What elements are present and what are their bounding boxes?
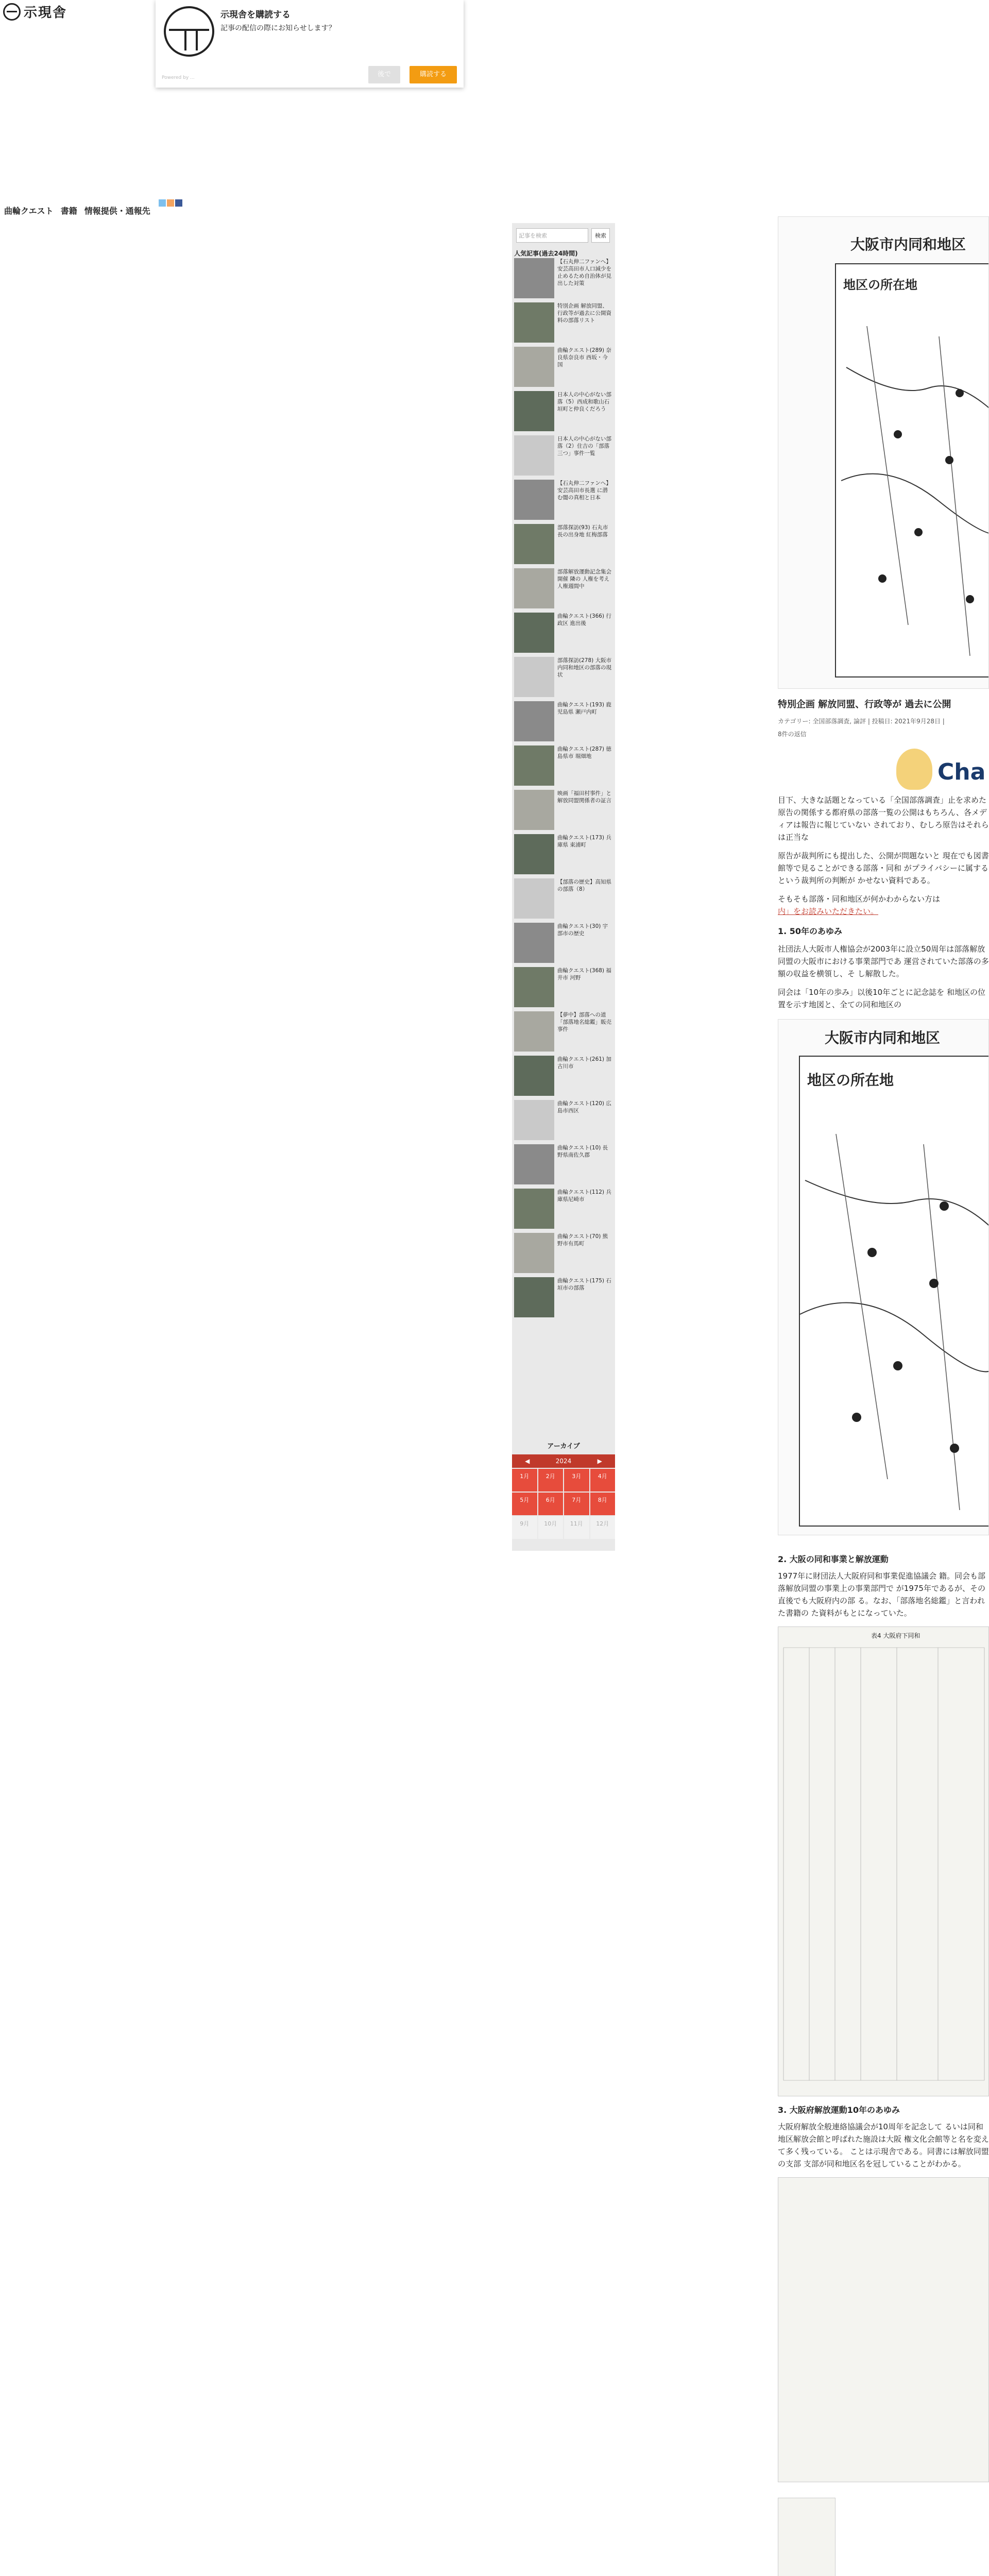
- map-title: 大阪市内同和地区: [850, 236, 966, 253]
- ranking-item[interactable]: [514, 613, 613, 653]
- map-drawing: [836, 264, 989, 676]
- calendar-month: 9月: [512, 1516, 537, 1539]
- ranking-list: [514, 258, 613, 1321]
- calendar-prev-button[interactable]: ◀: [525, 1458, 530, 1465]
- prompt-subtitle: 記事の配信の際にお知らせします？: [220, 24, 336, 32]
- map-subtitle: 地区の所在地: [843, 277, 917, 292]
- district-map-image: [778, 216, 989, 689]
- ranking-item-title[interactable]: 曲輪クエスト(289) 奈良県奈良市 西坂・今国: [557, 347, 611, 368]
- ranking-item[interactable]: [514, 1277, 613, 1317]
- nav-item-report[interactable]: 情報提供・通報先: [84, 206, 150, 216]
- ranking-item-title[interactable]: 日本人の中心がない部落（2）住吉の「部落三つ」事件一覧: [557, 436, 611, 456]
- site-logo[interactable]: [3, 2, 67, 21]
- document-page-image: [778, 2498, 835, 2576]
- ranking-item-title[interactable]: 曲輪クエスト(112) 兵庫県尼崎市: [557, 1189, 611, 1202]
- nav-item-quest[interactable]: 曲輪クエスト: [4, 206, 54, 216]
- ranking-thumbnail[interactable]: [514, 1189, 554, 1229]
- ranking-item[interactable]: [514, 568, 613, 608]
- calendar-month[interactable]: 5月: [512, 1493, 537, 1515]
- calendar-month[interactable]: 4月: [590, 1469, 616, 1492]
- sidebar: [512, 223, 615, 1551]
- ranking-item-title[interactable]: 曲輪クエスト(287) 徳島県市 堀畑地: [557, 746, 611, 759]
- table-caption: 表4 大阪府下同和: [871, 1632, 920, 1639]
- archive-heading: アーカイブ: [547, 1443, 580, 1450]
- ranking-item[interactable]: [514, 834, 613, 874]
- ranking-thumbnail[interactable]: [514, 347, 554, 387]
- ranking-item[interactable]: [514, 701, 613, 741]
- section-heading-3: 3. 大阪府解放運動10年のあゆみ: [778, 2105, 900, 2115]
- ranking-item[interactable]: [514, 745, 613, 786]
- article-meta: カテゴリー: 全国部落調査, 論評 | 投稿日: 2021年9月28日 |: [778, 718, 945, 725]
- intro-paragraph-3: そもそも部落・同和地区が何かわからない方は: [778, 894, 941, 904]
- social-links: [159, 199, 182, 207]
- ranking-item-title[interactable]: 【部落の歴史】高知県の部落（8）: [557, 879, 611, 892]
- ranking-item[interactable]: [514, 435, 613, 476]
- ranking-item[interactable]: [514, 923, 613, 963]
- ranking-item-title[interactable]: 部落探訪(93) 石丸市長の出身地 紅梅部落: [557, 524, 608, 538]
- ranking-thumbnail[interactable]: [514, 524, 554, 564]
- ranking-item-title[interactable]: 特別企画 解放同盟、行政等が過去に公開資料の部落リスト: [557, 303, 611, 324]
- district-table-image: [778, 1626, 989, 2096]
- later-button[interactable]: 後で: [368, 66, 400, 83]
- prompt-credit: Powered by ...: [162, 75, 195, 80]
- ranking-item[interactable]: [514, 1100, 613, 1140]
- ranking-item-title[interactable]: 【石丸伸二ファンへ】安芸高田市長選 に潜む闇の真相と日本: [557, 480, 611, 501]
- ranking-item-title[interactable]: 曲輪クエスト(70) 熊野市有馬町: [557, 1233, 608, 1247]
- calendar-month[interactable]: 6月: [538, 1493, 564, 1515]
- calendar-month[interactable]: 3月: [564, 1469, 589, 1492]
- ranking-thumbnail[interactable]: [514, 302, 554, 343]
- map-subtitle-2: 地区の所在地: [807, 1072, 894, 1089]
- calendar-month[interactable]: 1月: [512, 1469, 537, 1492]
- section-heading-2: 2. 大阪の同和事業と解放運動: [778, 1554, 889, 1564]
- ranking-thumbnail[interactable]: [514, 878, 554, 919]
- ranking-item[interactable]: [514, 1189, 613, 1229]
- ranking-thumbnail[interactable]: [514, 657, 554, 697]
- ranking-item[interactable]: [514, 1144, 613, 1184]
- calendar-month: 11月: [564, 1516, 589, 1539]
- intro-paragraph-2: 原告が裁判所にも提出した、公開が問題ないと 現在でも図書館等で見ることができる部落・同和 がプライバシーに属するという裁判所の判断が かせない資料である。: [778, 851, 989, 885]
- ranking-thumbnail[interactable]: [514, 1056, 554, 1096]
- ranking-thumbnail[interactable]: [514, 967, 554, 1007]
- search-button[interactable]: 検索: [591, 228, 610, 243]
- rss-icon[interactable]: [167, 199, 174, 207]
- ranking-thumbnail[interactable]: [514, 701, 554, 741]
- calendar-next-button[interactable]: ▶: [597, 1458, 602, 1465]
- calendar-month[interactable]: 2月: [538, 1469, 564, 1492]
- ranking-item-title[interactable]: 曲輪クエスト(261) 加古川市: [557, 1056, 611, 1070]
- ranking-thumbnail[interactable]: [514, 1011, 554, 1052]
- ranking-item[interactable]: [514, 302, 613, 343]
- mascot-banner: [778, 738, 989, 794]
- ranking-item-title[interactable]: 部落探訪(278) 大阪市 内同和地区の部落の現状: [557, 657, 612, 678]
- calendar-year: 2024: [555, 1458, 572, 1465]
- ranking-thumbnail[interactable]: [514, 568, 554, 608]
- calendar-month[interactable]: 7月: [564, 1493, 589, 1515]
- ranking-thumbnail[interactable]: [514, 435, 554, 476]
- section1-paragraph-1: 社団法人大阪市人権協会が2003年に設立50周年は部落解放同盟の大阪市における事業部門であ 運営されていた部落の多額の収益を横領し、そ し解散した。: [778, 944, 989, 978]
- ranking-item-title[interactable]: 曲輪クエスト(10) 長野県南佐久郡: [557, 1145, 608, 1158]
- ranking-item-title[interactable]: 曲輪クエスト(175) 石垣市の部落: [557, 1278, 611, 1291]
- calendar-month: 12月: [590, 1516, 616, 1539]
- main-nav: [4, 205, 150, 216]
- ranking-item-title[interactable]: 曲輪クエスト(173) 兵庫県 東浦町: [557, 835, 611, 848]
- site-emblem-icon: [164, 6, 214, 57]
- ranking-heading: 人気記事(過去24時間): [514, 250, 578, 257]
- ranking-item[interactable]: [514, 1233, 613, 1273]
- intro-paragraph-1: 目下、大きな話題となっている「全国部落調査」止を求めた原告の関係する都府県の部落一覧の公開はもちろん、各メディアは報告に報じていない されており、むしろ原告はそれらは正当な: [778, 795, 989, 842]
- ranking-item-title[interactable]: 日本人の中心がない部落（5）西成和歌山石垣町と仲良くだろう: [557, 392, 611, 412]
- ranking-thumbnail[interactable]: [514, 1233, 554, 1273]
- article-title[interactable]: 特別企画 解放同盟、行政等が 過去に公開: [778, 699, 951, 710]
- ranking-item-title[interactable]: 曲輪クエスト(368) 福井市 河野: [557, 968, 611, 981]
- ranking-thumbnail[interactable]: [514, 1277, 554, 1317]
- ranking-thumbnail[interactable]: [514, 1144, 554, 1184]
- logo-icon: [3, 3, 21, 21]
- ranking-item[interactable]: [514, 258, 613, 298]
- ranking-thumbnail[interactable]: [514, 258, 554, 298]
- nav-item-books[interactable]: 書籍: [60, 206, 77, 216]
- ranking-thumbnail[interactable]: [514, 834, 554, 874]
- ranking-thumbnail[interactable]: [514, 1100, 554, 1140]
- map-title-2: 大阪市内同和地区: [825, 1029, 941, 1046]
- ranking-item[interactable]: [514, 1056, 613, 1096]
- ranking-item[interactable]: [514, 347, 613, 387]
- ranking-thumbnail[interactable]: [514, 923, 554, 963]
- table-grid: [778, 1642, 989, 2096]
- calendar-month: 10月: [538, 1516, 564, 1539]
- subscribe-button[interactable]: 購読する: [410, 66, 457, 83]
- section1-paragraph-2: 同会は「10年の歩み」以後10年ごとに記念誌を 和地区の位置を示す地図と、全ての同和地区の: [778, 988, 985, 1009]
- ranking-item-title[interactable]: 【石丸伸二ファンへ】安芸高田市人口減少を止めるため自治体が見出した対策: [557, 259, 611, 286]
- ranking-item[interactable]: [514, 524, 613, 564]
- site-title: 示現舎: [24, 5, 67, 21]
- twitter-icon[interactable]: [159, 199, 166, 207]
- main-content: [778, 216, 989, 2576]
- mascot-icon: [896, 749, 932, 790]
- ranking-item[interactable]: [514, 967, 613, 1007]
- ranking-item-title[interactable]: 【夢中】部落への道 「部落地名総鑑」販売事件: [557, 1012, 611, 1032]
- section-heading-1: 1. 50年のあゆみ: [778, 926, 843, 936]
- district-map-image-2: [778, 1019, 989, 1535]
- mascot-text: Cha: [937, 759, 986, 785]
- section2-paragraph: 1977年に財団法人大阪府同和事業促進協議会 籍。同会も部落解放同盟の事業上の事業部門で が1975年であるが、その直後でも大阪府内の部 る。なお、「部落地名総鑑」と言われた書籍の た資料がもとになっていた。: [778, 1571, 985, 1618]
- ranking-item[interactable]: [514, 480, 613, 520]
- ranking-item-title[interactable]: 曲輪クエスト(120) 広島市西区: [557, 1100, 611, 1114]
- ranking-thumbnail[interactable]: [514, 745, 554, 786]
- ranking-item-title[interactable]: 曲輪クエスト(30) 宇部市の歴史: [557, 923, 608, 937]
- prompt-title: 示現舎を購読する: [220, 10, 291, 20]
- ranking-item-title[interactable]: 映画「福田村事件」と 解放同盟関係者の証言: [557, 790, 611, 804]
- ranking-item[interactable]: [514, 1011, 613, 1052]
- section3-paragraph: 大阪府解放全般連絡協議会が10周年を記念して るいは同和地区解放会館と呼ばれた施設は大阪 権文化会館等と名を変えて多く残っている。 ことは示現舎である。同書には解放同盟の支部 支部が同和地区名を冠していることがわかる。: [778, 2122, 989, 2168]
- branch-list-image: [778, 2177, 989, 2482]
- ranking-item-title[interactable]: 曲輪クエスト(366) 行政区 進出後: [557, 613, 611, 626]
- ranking-item[interactable]: [514, 391, 613, 431]
- ranking-item[interactable]: [514, 657, 613, 697]
- ranking-thumbnail[interactable]: [514, 480, 554, 520]
- intro-link[interactable]: 内」をお読みいただきたい。: [778, 907, 879, 916]
- ranking-item-title[interactable]: 部落解放運動記念集会 開催 隣の 人権を考え人権週間中: [557, 569, 611, 589]
- comment-count[interactable]: 8件の返信: [778, 731, 807, 738]
- ranking-thumbnail[interactable]: [514, 391, 554, 431]
- calendar-month[interactable]: 8月: [590, 1493, 616, 1515]
- map-drawing-2: [800, 1057, 989, 1526]
- search-input[interactable]: 記事を検索: [516, 228, 588, 243]
- ranking-item[interactable]: [514, 878, 613, 919]
- ranking-thumbnail[interactable]: [514, 613, 554, 653]
- facebook-icon[interactable]: [175, 199, 182, 207]
- ranking-item[interactable]: [514, 790, 613, 830]
- subscribe-prompt: [156, 0, 464, 88]
- ranking-item-title[interactable]: 曲輪クエスト(193) 鹿児島県 瀬戸内町: [557, 702, 611, 715]
- ranking-thumbnail[interactable]: [514, 790, 554, 830]
- archive-calendar: [512, 1454, 615, 1539]
